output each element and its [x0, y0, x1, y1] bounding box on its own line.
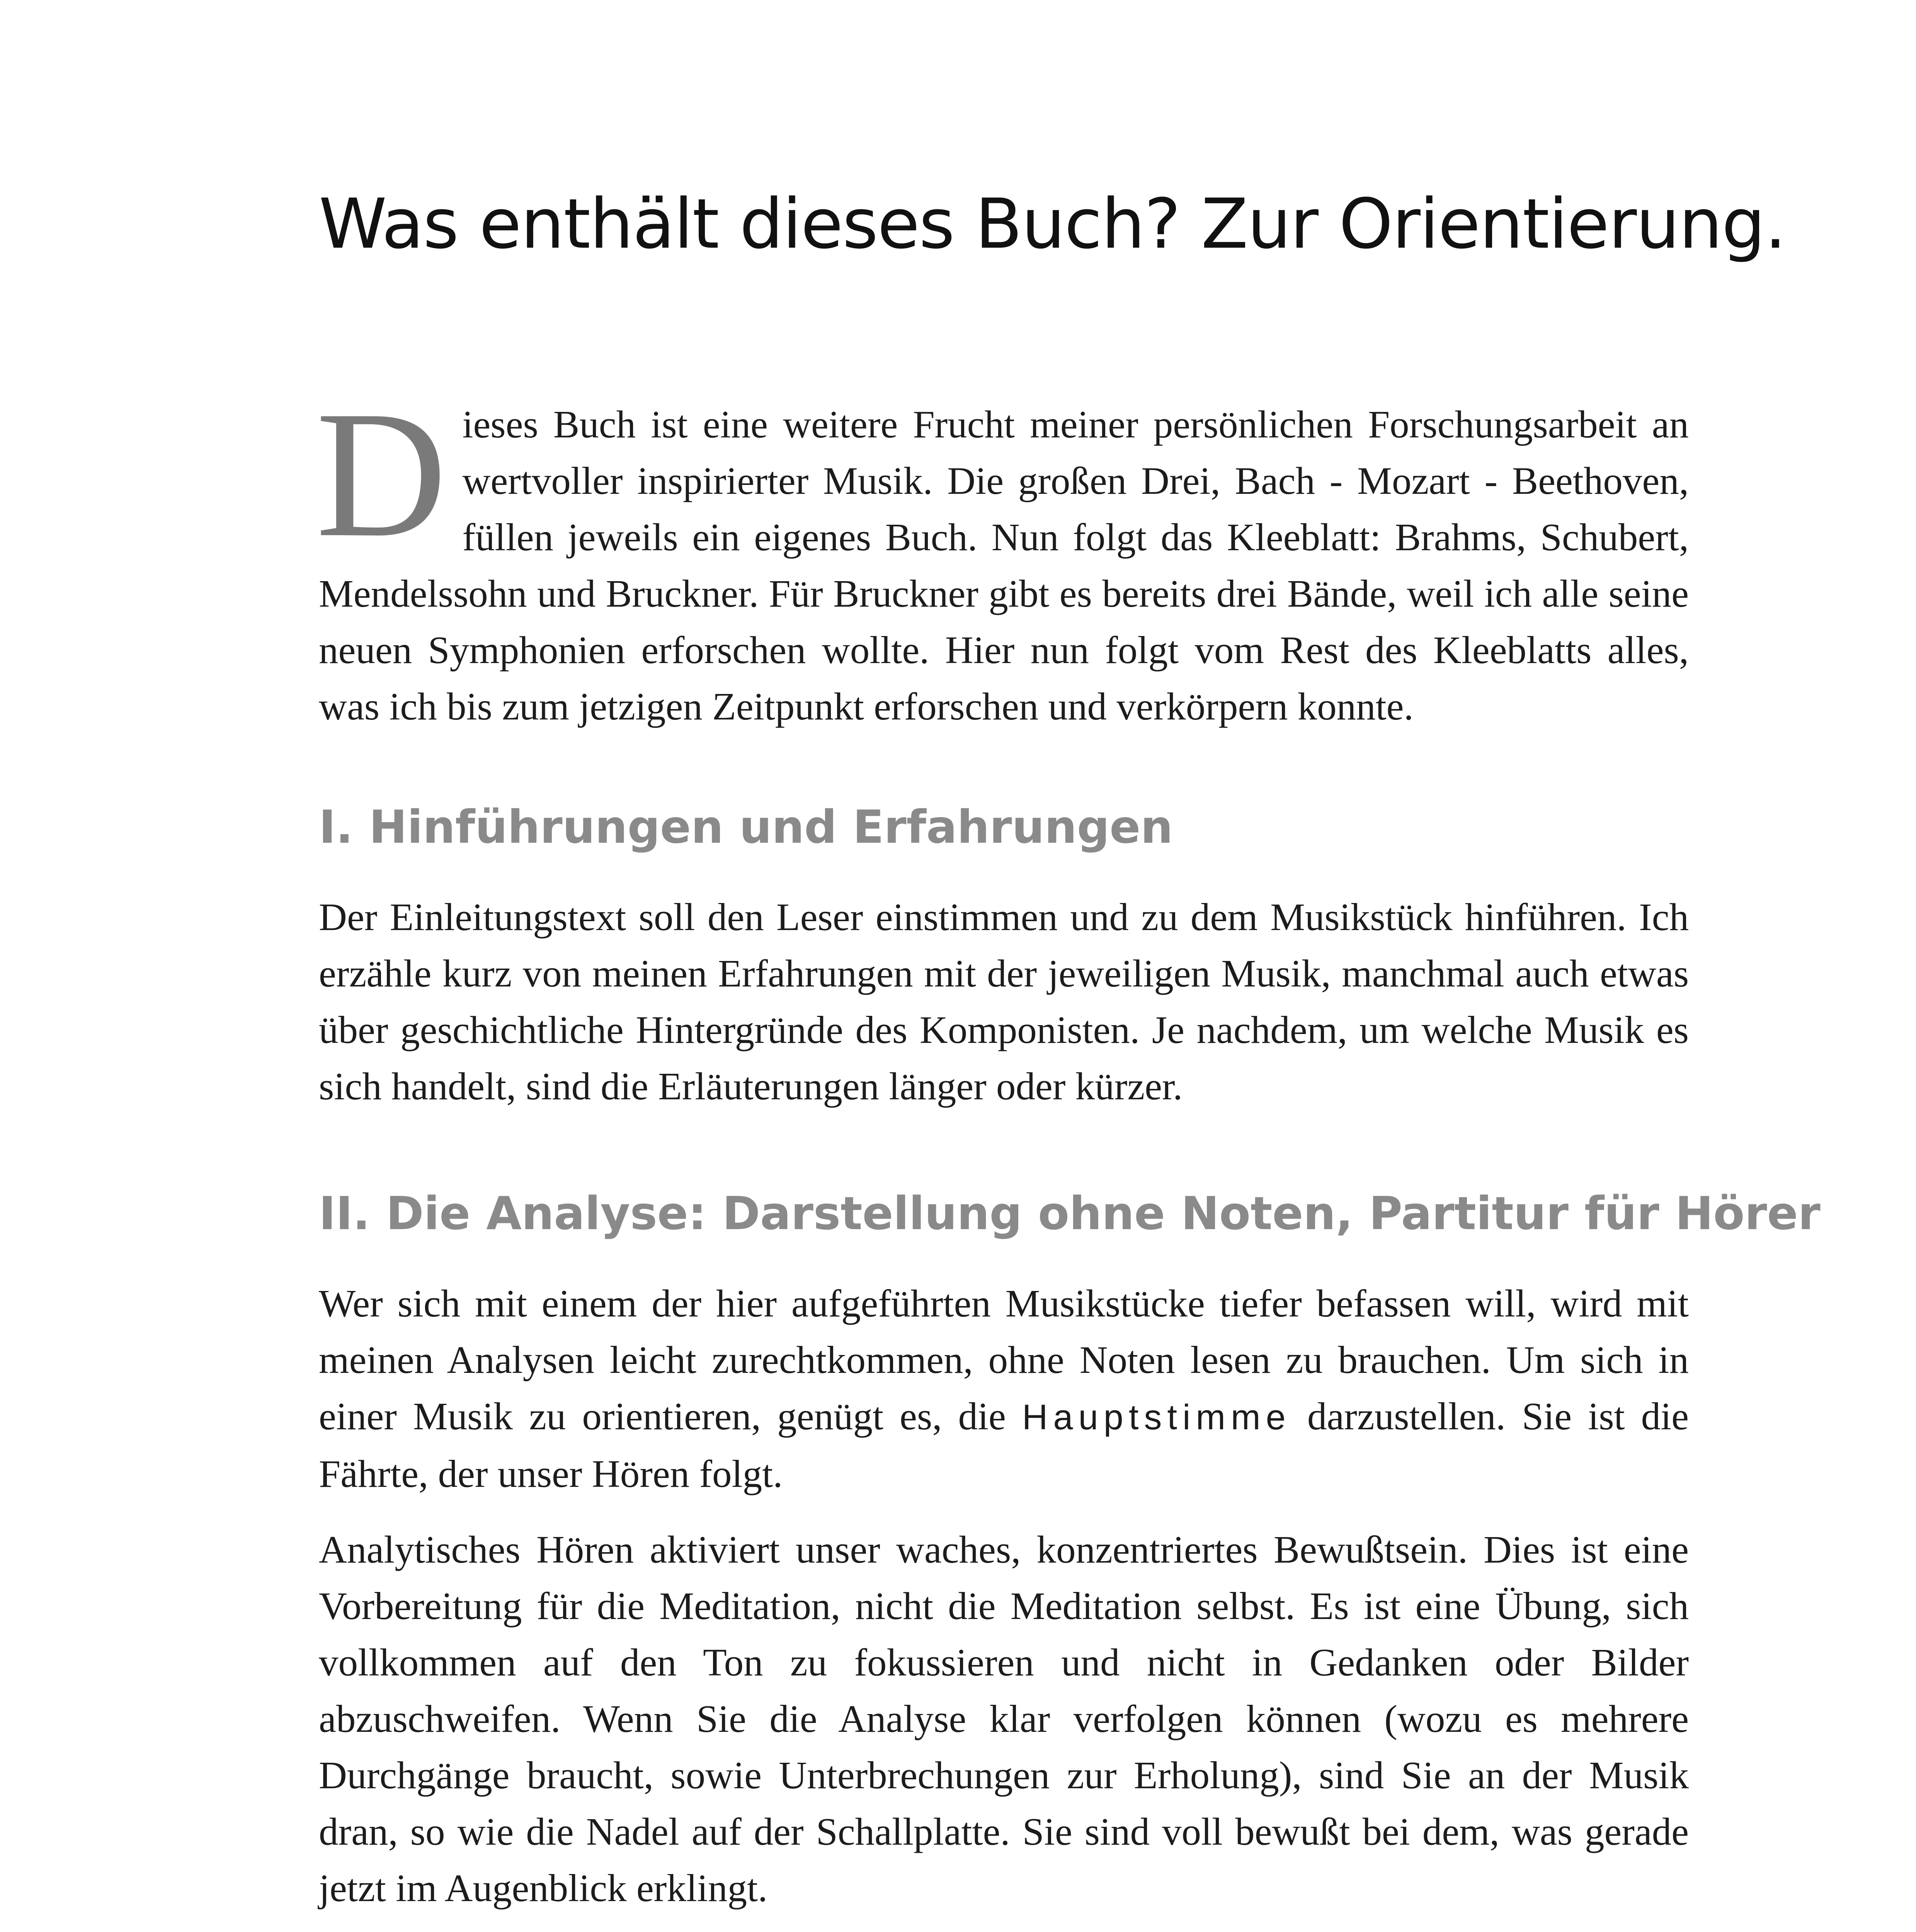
section-paragraph: [319, 1275, 1689, 1502]
intro-block: [316, 373, 1689, 735]
drop-cap: D: [316, 373, 447, 575]
paragraph-text: Wer sich mit einem der hier aufgeführten Musikstücke tiefer befassen will, wird mit meinen Analysen leicht zurechtkommen, ohne Noten lesen zu brauchen. Um sich in einer Musik zu orientieren, genügt es, die: [319, 1282, 1689, 1438]
section-heading: I. Hinführungen und Erfahrungen: [319, 800, 1173, 854]
page-title: Was enthält dieses Buch? Zur Orientierung.: [319, 184, 1786, 264]
book-page: [316, 0, 1821, 1932]
intro-paragraph: [316, 373, 1689, 735]
section-paragraph: Der Einleitungstext soll den Leser einstimmen und zu dem Musikstück hinführen. Ich erzähle kurz von meinen Erfahrungen mit der jeweiligen Musik, manchmal auch etwas über geschichtliche Hintergründe des Komponisten. Je nachdem, um welche Musik es sich handelt, sind die Erläuterungen länger oder kürzer.: [319, 895, 1689, 1108]
paragraph-text: darzustellen. Sie ist die Fährte, der unser Hören folgt.: [319, 1395, 1689, 1495]
section-paragraph: Analytisches Hören aktiviert unser waches, konzentriertes Bewußtsein. Dies ist eine Vorbereitung für die Meditation, nicht die Meditation selbst. Es ist eine Übung, sich vollkommen auf den Ton zu fokussieren und nicht in Gedanken oder Bilder abzuschweifen. Wenn Sie die Analyse klar verfolgen können (wozu es mehrere Durchgänge braucht, sowie Unterbrechungen zur Erholung), sind Sie an der Musik dran, so wie die Nadel auf der Schallplatte. Sie sind voll bewußt bei dem, was gerade jetzt im Augenblick erklingt.: [319, 1528, 1689, 1910]
intro-text: ieses Buch ist eine weitere Frucht meiner persönlichen Forschungsarbeit an wertvoller inspirierter Musik. Die großen Drei, Bach - Mozart - Beethoven, füllen jeweils ein eigenes Buch. Nun folgt das Kleeblatt: Brahms, Schubert, Mendelssohn und Bruckner. Für Bruckner gibt es bereits drei Bände, weil ich alle seine neuen Symphonien erforschen wollte. Hier nun folgt vom Rest des Kleeblatts alles, was ich bis zum jetzigen Zeitpunkt erforschen und verkörpern konnte.: [319, 403, 1689, 728]
section-heading: II. Die Analyse: Darstellung ohne Noten, Partitur für Hörer: [319, 1187, 1821, 1240]
section-hinfuehrungen: [319, 796, 1689, 1114]
section-analyse: [319, 1182, 1821, 1932]
emphasis-hauptstimme: Hauptstimme: [1022, 1398, 1291, 1437]
